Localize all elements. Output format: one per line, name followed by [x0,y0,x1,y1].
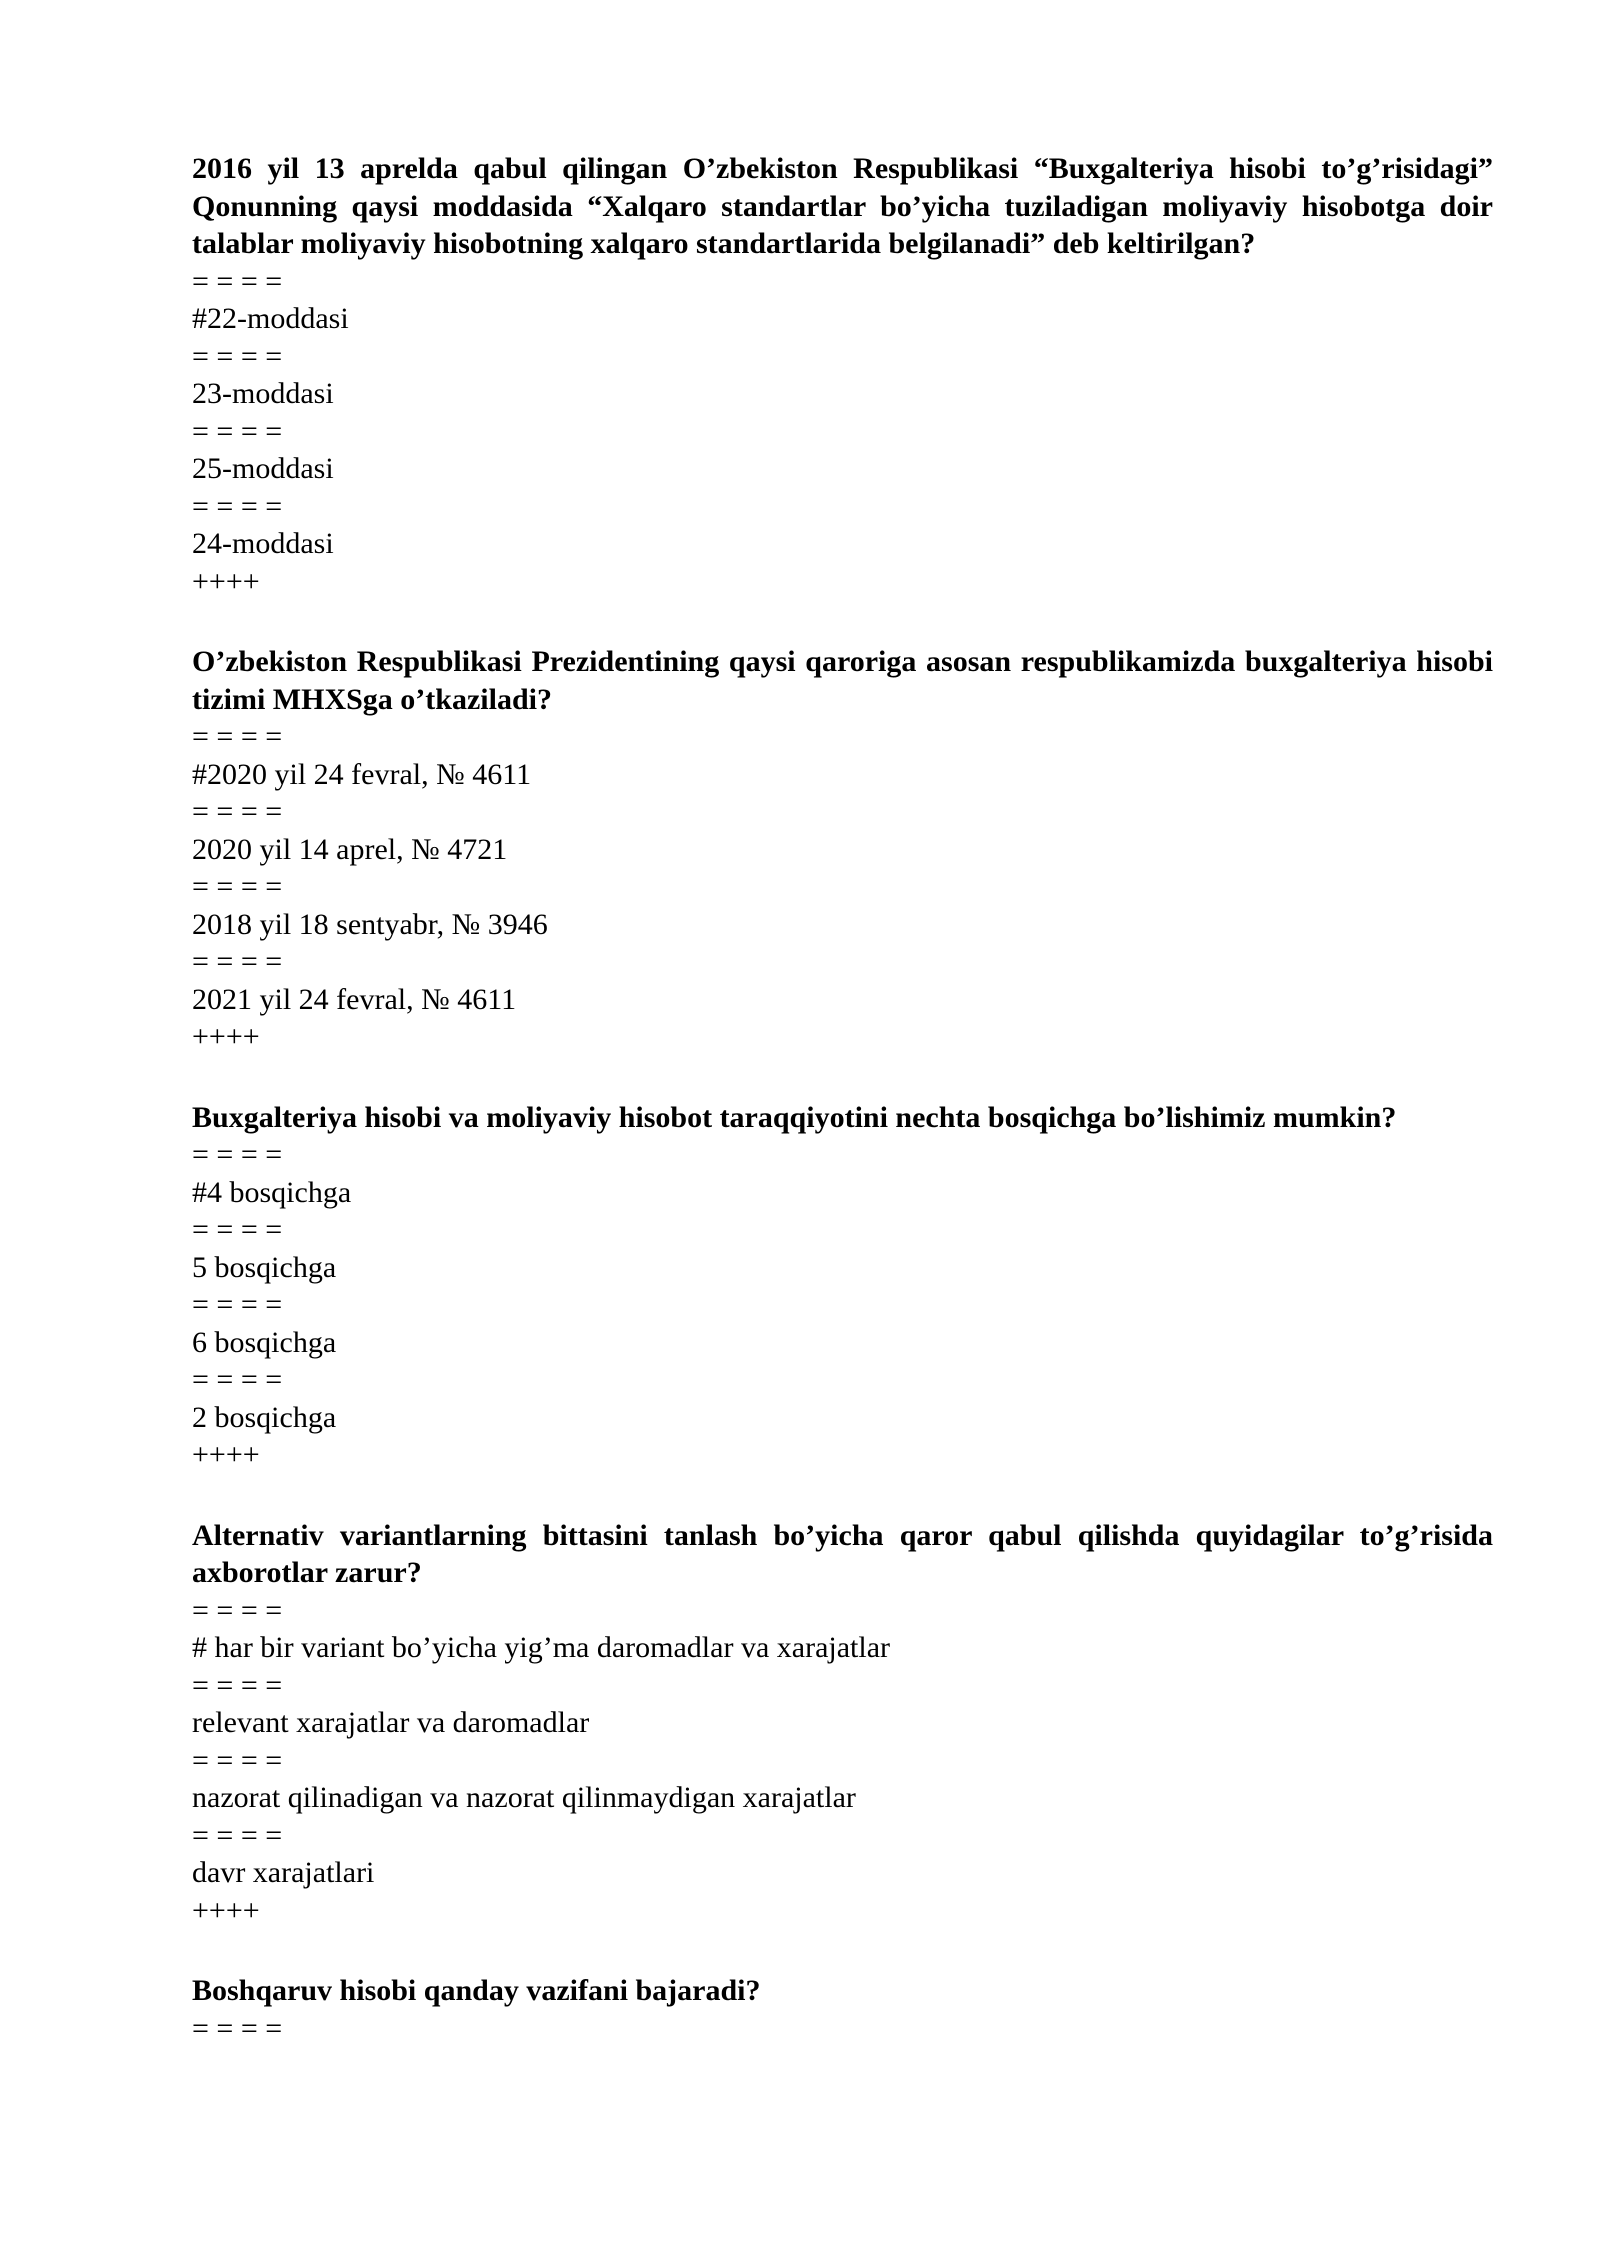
question-text: Alternativ variantlarning bittasini tanlash bo’yicha qaror qabul qilishda quyidagilar to’g’risida axborotlar zarur? [192,1518,1493,1589]
answer-option: relevant xarajatlar va daromadlar [192,1706,590,1739]
answer-option: 5 bosqichga [192,1250,337,1284]
answer-option: 23-moddasi [192,377,334,410]
separator: = = = = [192,339,283,373]
answer-option: #4 bosqichga [192,1175,352,1209]
separator: = = = = [192,1593,283,1627]
answer-option: #22-moddasi [192,302,349,335]
separator: = = = = [192,414,283,448]
separator: = = = = [192,264,283,298]
question-block-5 [192,1972,1493,2047]
question-text: 2016 yil 13 aprelda qabul qilingan O’zbekiston Respublikasi “Buxgalteriya hisobi to’g’risidagi” Qonunning qaysi moddasida “Xalqaro standartlar bo’yicha tuziladigan moliyaviy hisobotga doir talablar moliyaviy hisobotning xalqaro standartlarida belgilanadi” deb keltirilgan? [192,152,1493,260]
separator: = = = = [192,1288,283,1321]
answer-option: #2020 yil 24 fevral, № 4611 [192,757,532,791]
answer-option: nazorat qilinadigan va nazorat qilinmaydigan xarajatlar [192,1781,856,1814]
answer-option: 2021 yil 24 fevral, № 4611 [192,982,517,1016]
separator: = = = = [192,1213,283,1246]
answer-option: # har bir variant bo’yicha yig’ma daromadlar va xarajatlar [192,1631,891,1664]
separator: = = = = [192,1138,283,1171]
end-marker: ++++ [192,1438,260,1471]
answer-option: 25-moddasi [192,452,334,485]
answer-option: 2 bosqichga [192,1400,337,1434]
separator: = = = = [192,720,283,753]
question-block-2 [192,643,1493,1056]
question-text: Buxgalteriya hisobi va moliyaviy hisobot taraqqiyotini nechta bosqichga bo’lishimiz mumkin? [192,1100,1397,1134]
separator: = = = = [192,2011,283,2045]
question-block-4 [192,1517,1493,1930]
question-text: Boshqaruv hisobi qanday vazifani bajaradi? [192,1974,761,2007]
answer-option: 2020 yil 14 aprel, № 4721 [192,832,508,866]
answer-option: 6 bosqichga [192,1325,337,1359]
question-block-3 [192,1099,1493,1474]
separator: = = = = [192,795,283,828]
separator: = = = = [192,1818,283,1852]
separator: = = = = [192,870,283,903]
answer-option: 2018 yil 18 sentyabr, № 3946 [192,907,548,941]
answer-option: 24-moddasi [192,527,334,560]
question-text: O’zbekiston Respublikasi Prezidentining qaysi qaroriga asosan respublikamizda buxgalteriya hisobi tizimi MHXSga o’tkaziladi? [192,645,1493,716]
end-marker: ++++ [192,564,260,598]
end-marker: ++++ [192,1893,260,1927]
separator: = = = = [192,945,283,978]
separator: = = = = [192,1743,283,1777]
separator: = = = = [192,489,283,523]
separator: = = = = [192,1363,283,1396]
separator: = = = = [192,1668,283,1702]
answer-option: davr xarajatlari [192,1856,375,1889]
end-marker: ++++ [192,1020,260,1053]
question-block-1 [192,150,1493,600]
